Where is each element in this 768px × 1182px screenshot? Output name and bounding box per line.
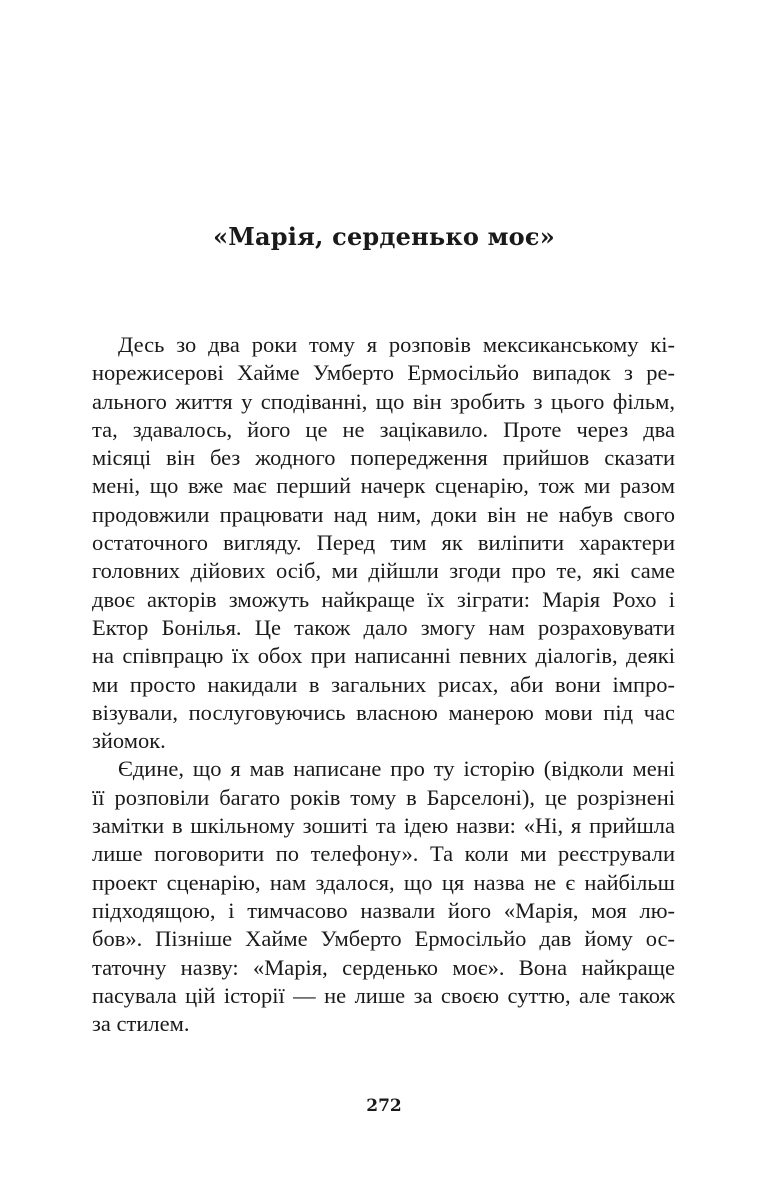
text-line: Єдине, що я мав написане про ту історію (відколи мені <box>118 756 675 782</box>
text-line: норежисерові Хайме Умберто Ермосільйо випадок з ре- <box>92 360 675 386</box>
text-line: місяці він без жодного попередження прийшов сказати <box>92 445 675 471</box>
text-line: та, здавалось, його це не зацікавило. Проте через два <box>92 416 675 442</box>
text-line: продовжили працювати над ним, доки він не набув свого <box>92 501 675 527</box>
text-line: на співпрацю їх обох при написанні певних діалогів, деякі <box>92 643 675 669</box>
text-line: Десь зо два роки тому я розповів мексиканському кі- <box>118 332 675 357</box>
text-line: за стилем. <box>92 1011 190 1037</box>
text-line: ального життя у сподіванні, що він зробить з цього фільм, <box>92 388 675 414</box>
text-line: мені, що вже має перший начерк сценарію, тож ми разом <box>92 473 675 499</box>
text-line: пасувала цій історії — не лише за своєю суттю, але також <box>92 982 675 1008</box>
paragraph <box>92 755 675 1038</box>
text-line: лише поговорити по телефону». Та коли ми реєстрували <box>92 841 675 867</box>
chapter-title: «Марія, серденько моє» <box>213 222 555 251</box>
text-line: головних дійових осіб, ми дійшли згоди про те, які саме <box>92 558 675 584</box>
text-line: бов». Пізніше Хайме Умберто Ермосільйо дав йому ос- <box>92 926 675 952</box>
text-line: Ектор Бонілья. Це також дало змогу нам розраховувати <box>92 614 675 640</box>
text-line: замітки в шкільному зошиті та ідею назви: «Ні, я прийшла <box>92 813 675 839</box>
text-line: зйомок. <box>92 728 166 754</box>
text-line: підходящою, і тимчасово назвали його «Марія, моя лю- <box>92 897 675 923</box>
text-line: візували, послуговуючись власною манерою мови під час <box>92 699 675 725</box>
body-text <box>92 331 675 1038</box>
paragraph <box>92 331 675 755</box>
page-number: 272 <box>366 1096 402 1116</box>
text-line: її розповіли багато років тому в Барселоні), це розрізнені <box>92 784 675 810</box>
text-line: двоє акторів зможуть найкраще їх зіграти: Марія Рохо і <box>92 586 675 612</box>
text-line: остаточного вигляду. Перед тим як виліпити характери <box>92 530 675 556</box>
text-line: проект сценарію, нам здалося, що ця назва не є найбільш <box>92 869 675 895</box>
text-line: ми просто накидали в загальних рисах, аби вони імпро- <box>92 671 675 697</box>
text-line: таточну назву: «Марія, серденько моє». Вона найкраще <box>92 954 675 980</box>
